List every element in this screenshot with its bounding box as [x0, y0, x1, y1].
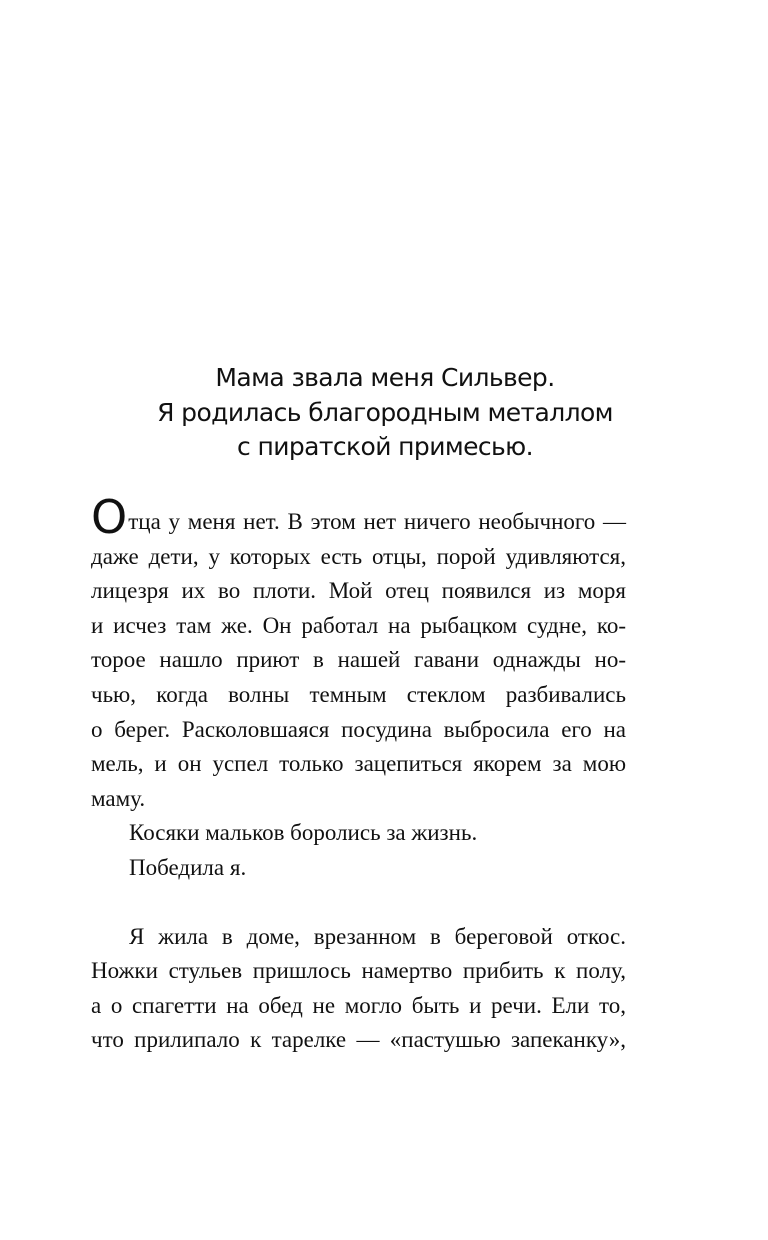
text-line: и исчез там же. Он работал на рыбацком судне, ко- [91, 612, 626, 638]
text-line: мель, и он успел только зацепиться якорем за мою [91, 751, 626, 777]
epigraph-line: Я родилась благородным металлом [157, 397, 613, 427]
text-line: а о спагетти на обед не могло быть и речи. Ели то, [91, 992, 626, 1018]
epigraph-line: Мама звала меня Сильвер. [215, 363, 555, 392]
text-line: о берег. Расколовшаяся посудина выбросила его на [91, 716, 626, 742]
text-line: даже дети, у которых есть отцы, порой удивляются, [91, 543, 626, 569]
text-line: Косяки мальков боролись за жизнь. [129, 820, 478, 846]
text-line: торое нашло приют в нашей гавани однажды но- [91, 647, 626, 673]
text-line: Победила я. [129, 854, 247, 880]
text-line: чью, когда волны темным стеклом разбивались [91, 681, 626, 707]
paragraph-first-line [91, 490, 626, 544]
text-line: что прилипало к тарелке — «пастушью запеканку», [91, 1027, 626, 1053]
epigraph [120, 360, 650, 464]
text-line: Ножки стульев пришлось намертво прибить к полу, [91, 958, 626, 984]
text-line: лицезря их во плоти. Мой отец появился из моря [91, 578, 626, 604]
paragraph-gap [91, 886, 626, 920]
epigraph-line: с пиратской примесью. [237, 432, 533, 462]
text-line: тца у меня нет. В этом нет ничего необычного — [128, 509, 626, 534]
drop-cap: О [91, 490, 128, 544]
text-line: Я жила в доме, врезанном в береговой откос. [129, 923, 626, 949]
body-text [91, 490, 626, 1058]
text-line: маму. [91, 785, 146, 811]
